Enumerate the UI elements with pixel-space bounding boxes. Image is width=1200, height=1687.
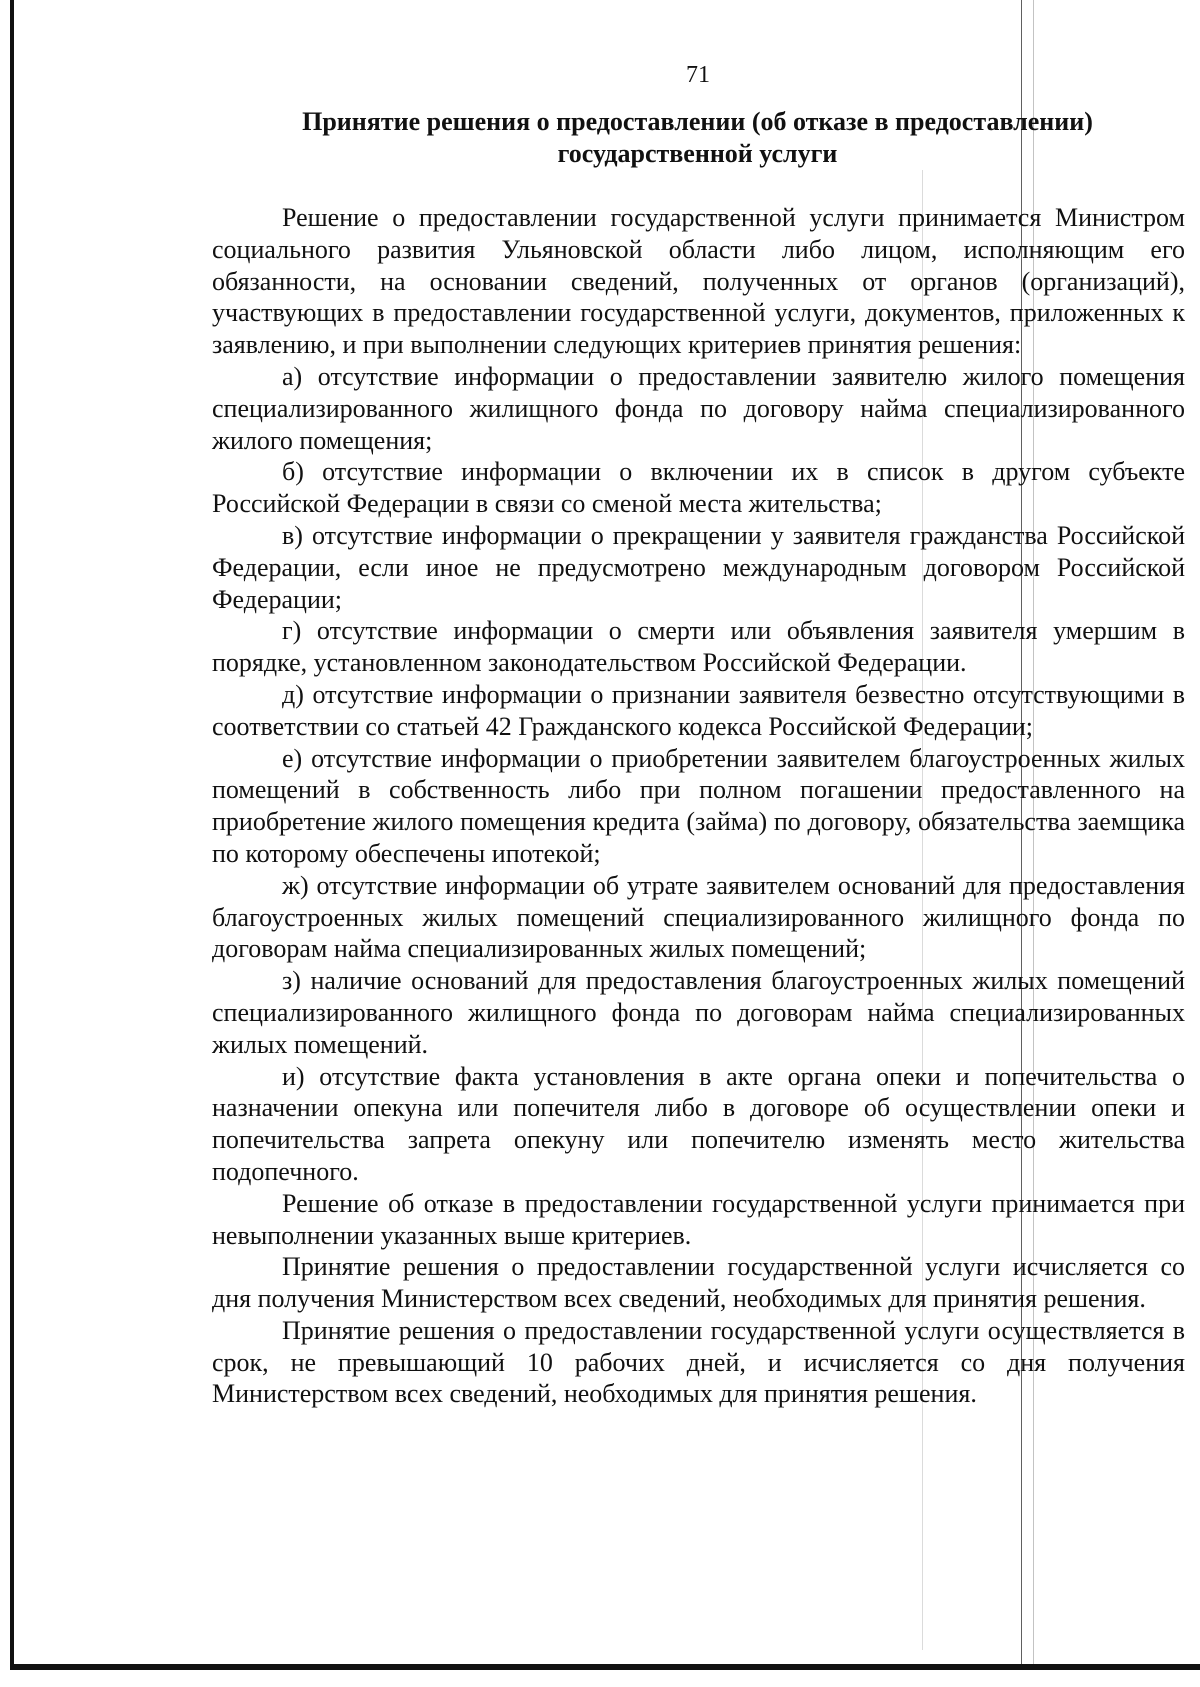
criterion-e: е) отсутствие информации о приобретении заявителем благоустроенных жилых помещений в собственность либо при полном погашении предоставленного на приобретение жилого помещения кредита (займа) по договору, обязательства заемщика по которому обеспечены ипотекой; — [212, 743, 1185, 868]
paragraph-decision-term: Принятие решения о предоставлении государственной услуги осуществляется в срок, не превышающий 10 рабочих дней, и исчисляется со дня получения Министерством всех сведений, необходимых для принятия решения. — [212, 1315, 1185, 1409]
criterion-a: а) отсутствие информации о предоставлении заявителю жилого помещения специализированного жилищного фонда по договору найма специализированного жилого помещения; — [212, 361, 1185, 455]
criterion-b: б) отсутствие информации о включении их в список в другом субъекте Российской Федерации в связи со сменой места жительства; — [212, 457, 1185, 519]
criterion-v: в) отсутствие информации о прекращении у заявителя гражданства Российской Федерации, если иное не предусмотрено международным договором Российской Федерации; — [212, 520, 1185, 614]
section-title-line-1: Принятие решения о предоставлении (об отказе в предоставлении) — [302, 107, 1093, 136]
criterion-i: и) отсутствие факта установления в акте органа опеки и попечительства о назначении опекуна или попечителя либо в договоре об осуществлении опеки и попечительства запрета опекуну или попечителю изменять место жительства подопечного. — [212, 1061, 1185, 1186]
criterion-zh: ж) отсутствие информации об утрате заявителем оснований для предоставления благоустроенных жилых помещений специализированного жилищного фонда по договорам найма специализированных жилых помещений; — [212, 870, 1185, 964]
document-body — [212, 202, 1185, 1410]
page-number: 71 — [686, 62, 710, 88]
scan-frame-left-edge — [10, 0, 14, 1670]
section-title-line-2: государственной услуги — [557, 139, 838, 168]
paragraph-decision-start: Принятие решения о предоставлении государственной услуги исчисляется со дня получения Министерством всех сведений, необходимых для принятия решения. — [212, 1252, 1185, 1314]
criterion-z: з) наличие оснований для предоставления благоустроенных жилых помещений специализированного жилищного фонда по договорам найма специализированных жилых помещений. — [212, 966, 1185, 1059]
paragraph-decision-criteria: Решение о предоставлении государственной услуги принимается Министром социального развития Ульяновской области либо лицом, исполняющим его обязанности, на основании сведений, полученных от органов (организаций), участвующих в предоставлении государственной услуги, документов, приложенных к заявлению, и при выполнении следующих критериев принятия решения: — [212, 203, 1185, 360]
paragraph-refusal-decision: Решение об отказе в предоставлении государственной услуги принимается при невыполнении указанных выше критериев. — [212, 1188, 1185, 1250]
section-title — [210, 106, 1185, 170]
criterion-g: г) отсутствие информации о смерти или объявления заявителя умершим в порядке, установленном законодательством Российской Федерации. — [212, 616, 1185, 678]
scan-frame-bottom-edge — [10, 1664, 1200, 1670]
criterion-d: д) отсутствие информации о признании заявителя безвестно отсутствующими в соответствии со статьей 42 Гражданского кодекса Российской Федерации; — [212, 679, 1185, 741]
